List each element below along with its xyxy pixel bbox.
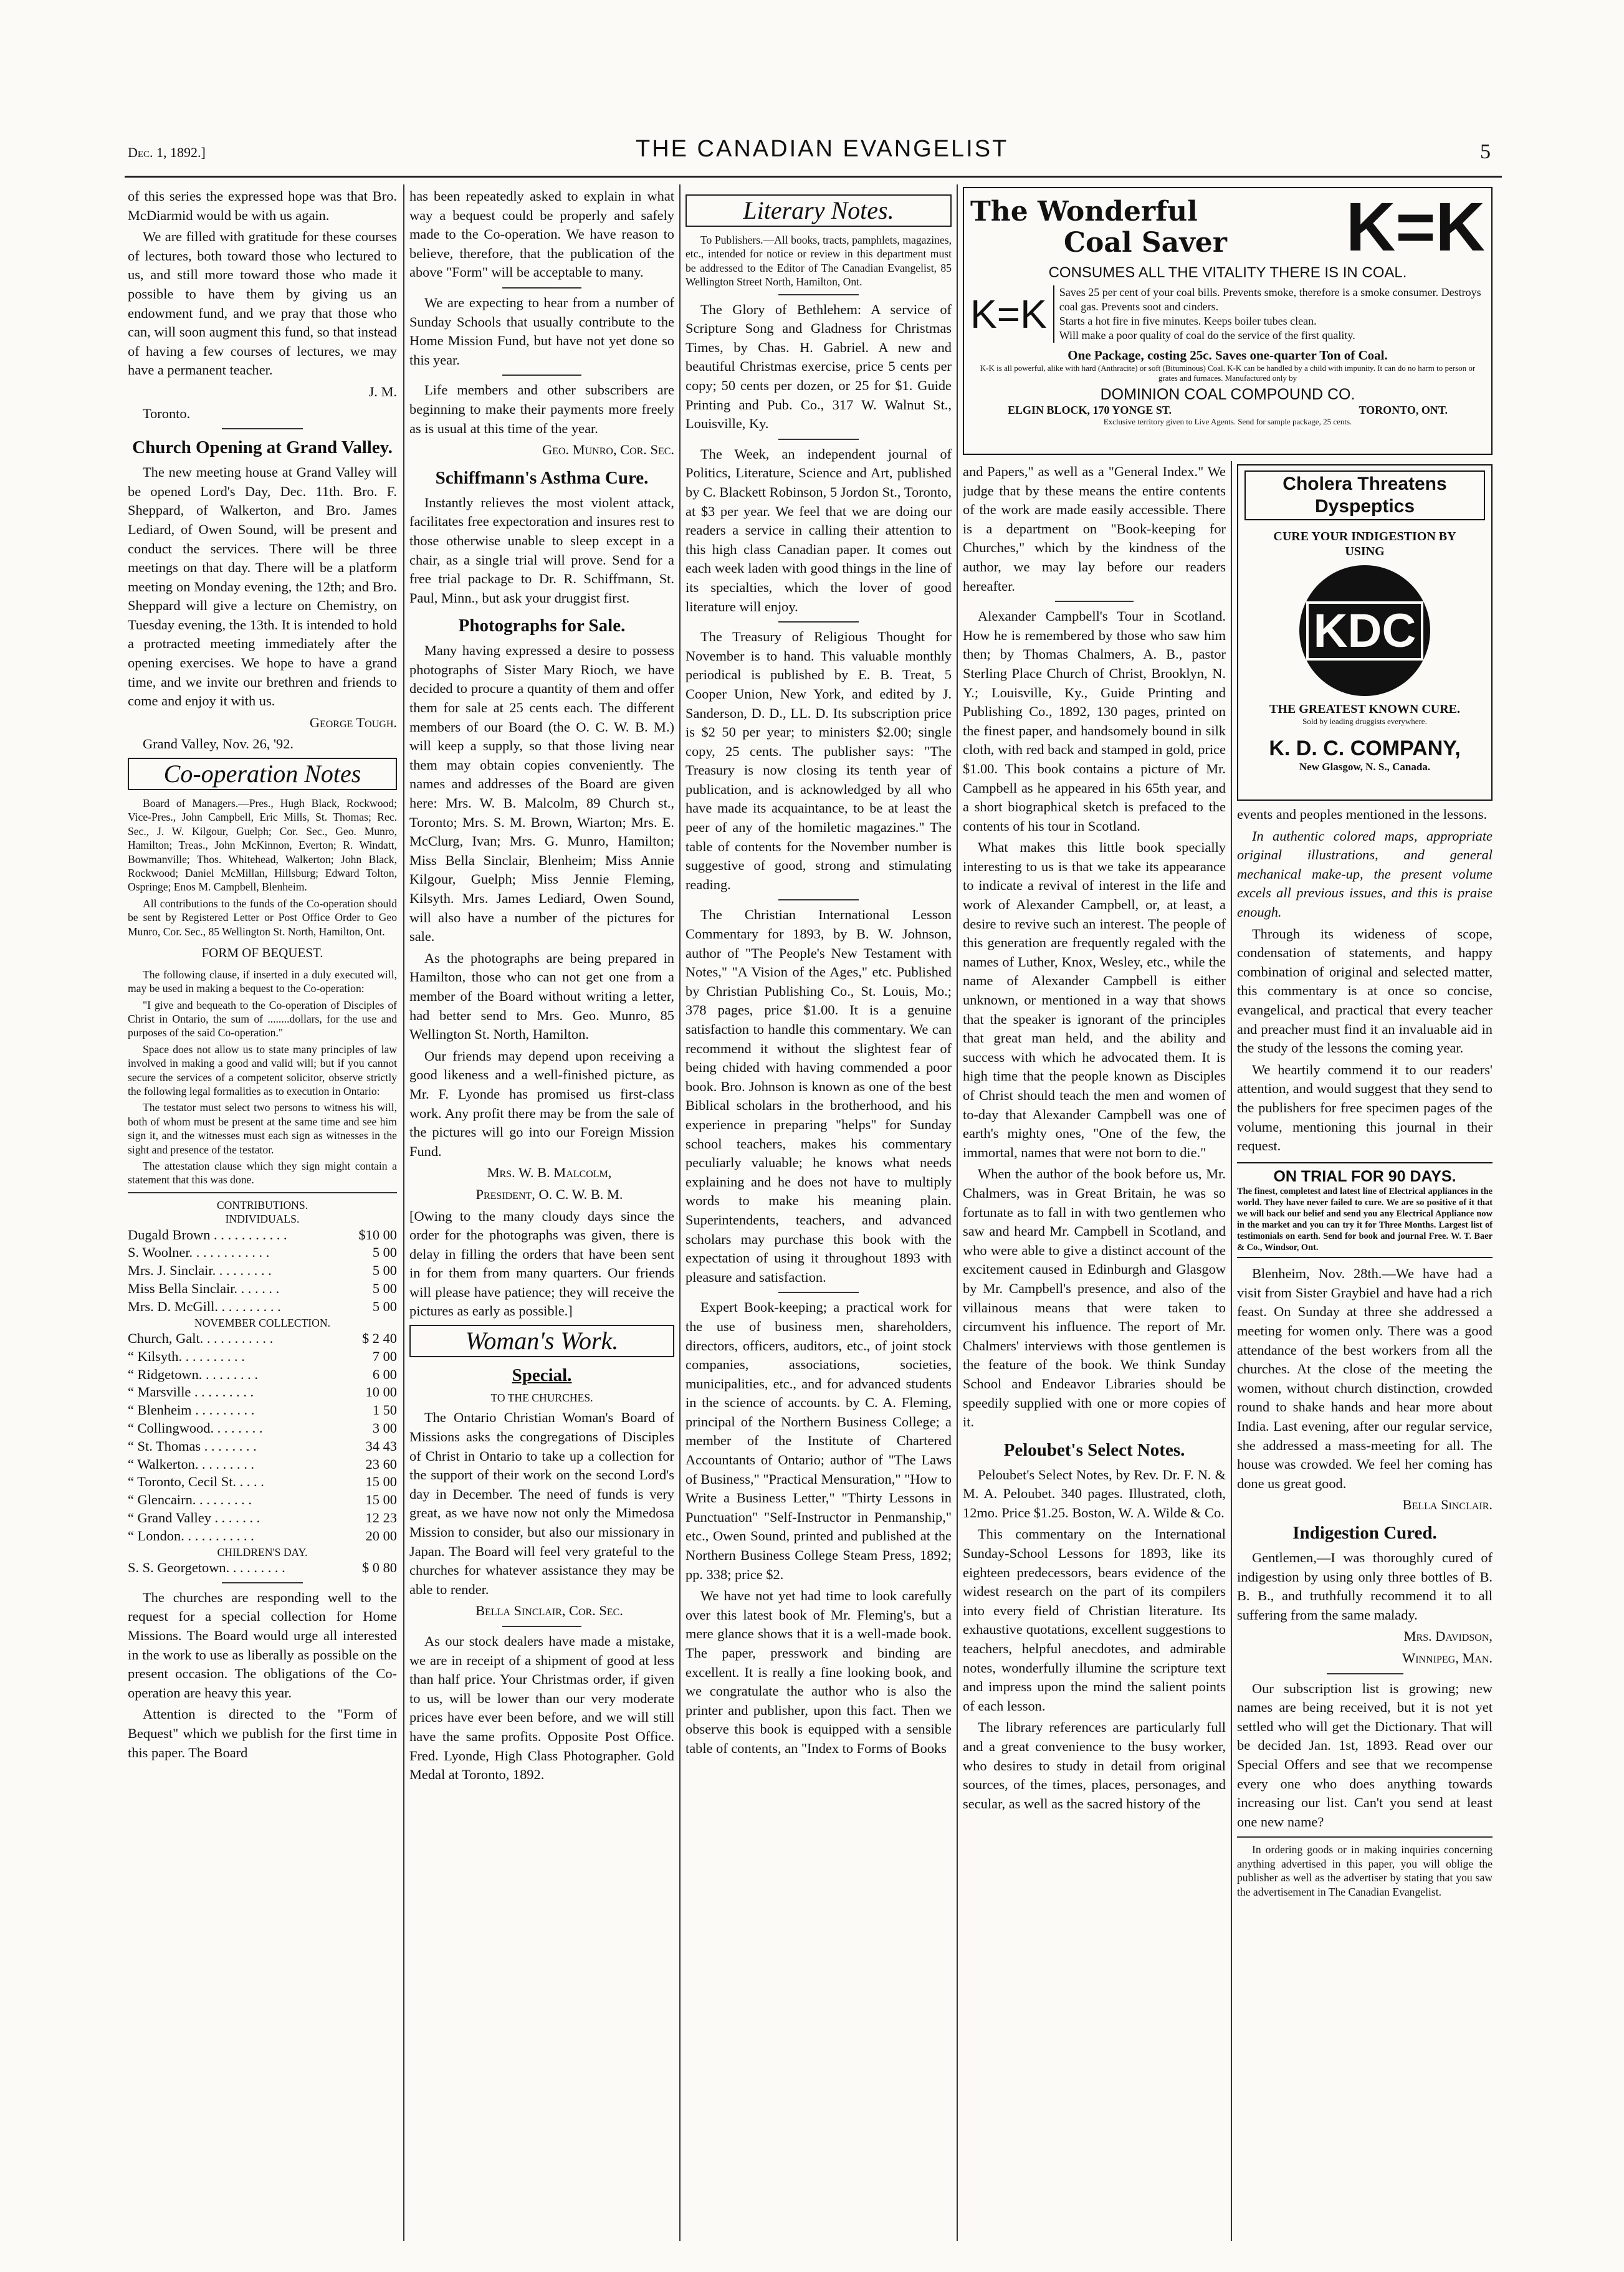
heading-to-the-churches: TO THE CHURCHES. <box>490 1391 593 1405</box>
bequest-text: "I give and bequeath to the Co-operation of Disciples of Christ in Ontario, the sum of ........dollars, for the use and purposes of the said Co-operation." <box>128 998 397 1039</box>
masthead: THE CANADIAN EVANGELIST <box>636 136 1009 162</box>
paragraph: Life members and other subscribers are beginning to make their payments more freely as is usual at this time of the year. <box>409 382 674 436</box>
bequest-text: The attestation clause which they sign might contain a statement that this was done. <box>128 1159 397 1186</box>
ad-company: DOMINION COAL COMPOUND CO. <box>1100 386 1355 403</box>
table-row: “ Ridgetown. . . . . . . . . 6 00 <box>128 1366 397 1382</box>
paragraph: [Owing to the many cloudy days since the order for the photographs was given, there is delay in filling the orders that have been sent in for them from many quarters. Our friends will please have patience; they will receive the pictures as early as possible.] <box>409 1208 674 1319</box>
table-row: “ St. Thomas . . . . . . . . 34 43 <box>128 1438 397 1454</box>
ad-title: Coal Saver <box>1064 227 1227 259</box>
bequest-text: The testator must select two persons to witness his will, both of whom must be present at the same time and see him sign it, and the witnesses must each sign as witnesses in the sight and presence of the testator. <box>128 1101 397 1156</box>
ad-fine-print: K-K is all powerful, alike with hard (Anthracite) or soft (Bituminous) Coal. K-K can be handled by a child with impunity. It can do no harm to person or grates and furnaces. Manufactured only by <box>980 363 1476 383</box>
table-row: Miss Bella Sinclair. . . . . . . 5 00 <box>128 1280 397 1296</box>
paragraph: Gentlemen,—I was thoroughly cured of indigestion by using only three bottles of B. B. B., and truthfully recommend it to all suffering from the same malady. <box>1237 1550 1493 1623</box>
ad-tagline: CONSUMES ALL THE VITALITY THERE IS IN COAL. <box>1048 264 1407 281</box>
heading-indigestion-cured: Indigestion Cured. <box>1292 1523 1437 1543</box>
bequest-text: Space does not allow us to state many principles of law involved in making a good and valid will; but if you cannot secure the services of a competent solicitor, observe strictly the following legal formalities as to execution in Ontario: <box>128 1043 397 1097</box>
table-row: “ Collingwood. . . . . . . . 3 00 <box>128 1420 397 1436</box>
signature: George Tough. <box>309 714 397 730</box>
paragraph: of this series the expressed hope was that Bro. McDiarmid would be with us again. <box>128 188 397 223</box>
table-row: “ Marsville . . . . . . . . . 10 00 <box>128 1384 397 1400</box>
table-row: “ Kilsyth. . . . . . . . . . 7 00 <box>128 1348 397 1364</box>
divider <box>502 375 582 376</box>
kk-coal-saver-ad <box>963 187 1493 455</box>
kdc-ad <box>1237 464 1493 801</box>
kdc-logo-text: KDC <box>1306 601 1424 661</box>
kdc-company: K. D. C. COMPANY, <box>1269 737 1461 760</box>
kdc-tagline-2: Sold by leading druggists everywhere. <box>1302 717 1427 726</box>
heading-contributions: CONTRIBUTIONS. <box>216 1198 308 1211</box>
paragraph: What makes this little book specially interesting to us is that we take its appearance to indicate a revival of interest in the life and work of Alexander Campbell, or, at least, a desire to revive such an interest. The people of this generation are frequently regaled with the names of Luther, Knox, Wesley, etc., while the name of Alexander Campbell is either unknown, or mentioned in a way that shows that the speaker is ignorant of the principles that great man held, and the ability and success with which he advocated them. It is high time that the people known as Disciples of Christ should teach the men and women of to-day that Alexander Campbell was one of earth's mighty ones, "One of the few, the immortal, names that were not born to die." <box>963 839 1226 1160</box>
november-table <box>128 1330 397 1545</box>
heading-womans-work: Woman's Work. <box>409 1325 674 1357</box>
heading-individuals: INDIVIDUALS. <box>225 1213 300 1226</box>
heading-asthma-cure: Schiffmann's Asthma Cure. <box>435 467 649 488</box>
paragraph: We are filled with gratitude for these courses of lectures, both toward those who lectured to us, and still more toward those who made it possible to have them by giving us an endowment fund, and we pray that those who can, will soon augment this fund, so that instead of having a few courses of lectures, we may have a permanent teacher. <box>128 229 397 378</box>
signature: Geo. Munro, Cor. Sec. <box>542 442 674 458</box>
paragraph: The new meeting house at Grand Valley will be opened Lord's Day, Dec. 11th. Bro. F. Sheppard, of Walkerton, and Bro. James Lediard, of Owen Sound, will be present and conduct the services. There will be three meetings on that day. There will be a platform meeting on Monday evening, the 12th; and Bro. Sheppard will give a lecture on Chemistry, on Tuesday evening, the 13th. It is intended to hold a protracted meeting immediately after the opening exercises. We hope to have a grand time, and we invite our brethren and friends to come and enjoy it with us. <box>128 464 397 709</box>
board-of-managers: Board of Managers.—Pres., Hugh Black, Rockwood; Vice-Pres., John Campbell, Eric Mills, St. Thomas; Rec. Sec., J. W. Kilgour, Guelph; Cor. Sec., Geo. Munro, Hamilton; Treas., John McKinnon, Everton; R. Windatt, Bowmanville; Thos. Whitehead, Walkerton; John Black, Rockwood; Daniel McMillan, Hillsburg; Edward Tolton, Ospringe; Enos M. Campbell, Blenheim. <box>128 797 397 894</box>
divider <box>222 1582 303 1583</box>
paragraph: The library references are particularly full and a great convenience to the busy worker, who desires to study in detail from original sources, of the times, places, personages, and secular, as well as the sacred history of the <box>963 1719 1226 1811</box>
table-row: “ Walkerton. . . . . . . . . 23 60 <box>128 1456 397 1472</box>
ad-offer: One Package, costing 25c. Saves one-quarter Ton of Coal. <box>1068 348 1388 363</box>
ad-agents: Exclusive territory given to Live Agents. Send for sample package, 25 cents. <box>1103 417 1352 426</box>
ad-line: Starts a hot fire in five minutes. Keeps boiler tubes clean. <box>1059 315 1317 327</box>
paragraph: The Treasury of Religious Thought for November is to hand. This valuable monthly periodical is published by E. B. Treat, 5 Cooper Union, New York, and edited by J. Sanderson, D. D., LL. D. Its subscription price is $2 50 per year; to ministers $2.00; single copy, 25 cents. The publisher says: "The Treasury is now closing its tenth year of publication, and is acknowledged by all who have made its acquaintance, to be at least the peer of any of the homiletic magazines." The table of contents for the November number is suggestive of good, strong and stimulating reading. <box>685 629 952 892</box>
column-3 <box>685 187 952 2243</box>
paragraph: Attention is directed to the "Form of Bequest" which we publish for the first time in this paper. The Board <box>128 1706 397 1760</box>
ad-city: TORONTO, ONT. <box>1359 404 1448 416</box>
signature: President, O. C. W. B. M. <box>475 1186 623 1202</box>
header-date: Dec. 1, 1892.] <box>128 145 206 160</box>
column-4 <box>963 462 1226 2238</box>
table-row: Church, Galt. . . . . . . . . . . $ 2 40 <box>128 1330 397 1346</box>
kdc-city: New Glasgow, N. S., Canada. <box>1299 761 1431 773</box>
heading-childrens-day: CHILDREN'S DAY. <box>217 1545 308 1558</box>
page-number: 5 <box>1480 140 1491 163</box>
column-1 <box>128 187 397 2243</box>
paragraph: The churches are responding well to the request for a special collection for Home Missions. The Board would urge all interested in the work to use as liberally as possible on the present occasion. The obligations of the Co-operation are heavy this year. <box>128 1589 397 1701</box>
table-row: “ Glencairn. . . . . . . . . 15 00 <box>128 1492 397 1508</box>
kdc-subtitle: CURE YOUR INDIGESTION BY USING <box>1273 530 1456 558</box>
paragraph: Alexander Campbell's Tour in Scotland. How he is remembered by those who saw him then; by Thomas Chalmers, A. B., pastor Sterling Place Church of Christ, Brooklyn, N. Y.; Louisville, Ky., Guide Printing and Publishing Co., 1892, 130 pages, printed on the finest paper, and handsomely bound in silk cloth, with red back and stamped in gold, price $1.00. This book contains a picture of Mr. Campbell as he appeared in his 65th year, and a short biographical sketch is prefaced to the contents of his tour in Scotland. <box>963 608 1226 834</box>
kdc-title: Cholera Threatens Dyspeptics <box>1244 470 1485 520</box>
ad-line: Will make a poor quality of coal do the service of the first quality. <box>1059 329 1355 341</box>
table-row: “ Blenheim . . . . . . . . . 1 50 <box>128 1402 397 1418</box>
table-row: S. S. Georgetown. . . . . . . . . $ 0 80 <box>128 1559 397 1575</box>
publishers-note: To Publishers.—All books, tracts, pamphlets, magazines, etc., intended for notice or review in this department must be addressed to the Editor of The Canadian Evangelist, 85 Wellington Street North, Hamilton, Ont. <box>685 234 952 289</box>
paragraph: Our subscription list is growing; new names are being received, but it is not yet settled who will get the Dictionary. That will be decided Jan. 1st, 1893. Read over our Special Offers and see that we recompense every one who does anything towards increasing our list. Can't you send at least one new name? <box>1237 1680 1493 1830</box>
table-row: S. Woolner. . . . . . . . . . . . 5 00 <box>128 1244 397 1261</box>
column-rule <box>679 184 681 2241</box>
paragraph: The Glory of Bethlehem: A service of Scripture Song and Gladness for Christmas Times, by Chas. H. Gabriel. A new and beautiful Christmas exercise, price 5 cents per copy; 50 cents per dozen, or 25 for $1. Guide Printing and Pub. Co., 317 W. Walnut St., Louisville, Ky. <box>685 301 952 432</box>
divider <box>778 621 858 623</box>
table-row: “ Toronto, Cecil St. . . . . 15 00 <box>128 1474 397 1490</box>
column-rule <box>957 184 958 2241</box>
place: Toronto. <box>143 405 191 421</box>
kk-small-logo: K=K <box>970 292 1047 337</box>
paragraph: The Christian International Lesson Commentary for 1893, by B. W. Johnson, author of "The People's New Testament with Notes," "A Vision of the Ages," etc. Published by Christian Publishing Co., St. Louis, Mo.; 378 pages, price $1.00. It is a genuine satisfaction to handle this commentary. We can recommend it without the slightest fear of being chided with having commended a poor book. Bro. Johnson is known as one of the best Biblical scholars in the brotherhood, and his experience in preparing "helps" for Sunday school teachers, makes his commentary peculiarly valuable; he knows what needs explaining and he does not have to multiply words to make his meaning plain. Superintendents, teachers, and advanced scholars may purchase this book with the expectation of using it throughout 1893 with pleasure and satisfaction. <box>685 907 952 1285</box>
advertiser-note: In ordering goods or in making inquiries concerning anything advertised in this paper, you will oblige the publisher as well as the advertiser by stating that you saw the advertisement in The Canadian Evangelist. <box>1237 1843 1493 1898</box>
divider <box>778 1292 858 1293</box>
paragraph: We have not yet had time to look carefully over this latest book of Mr. Fleming's, but a mere glance shows that it is a well-made book. The paper, presswork and binding are excellent. It is really a fine looking book, and we congratulate the author who is also the printer and publisher, upon this fact. Then we observe this book is equipped with a sensible table of contents, an "Index to Forms of Books <box>685 1588 952 1756</box>
heading-literary-notes: Literary Notes. <box>685 194 952 227</box>
ad-line: Saves 25 per cent of your coal bills. Prevents smoke, therefore is a smoke consumer. Destroys coal gas. Prevents soot and cinders. <box>1059 286 1481 313</box>
divider <box>222 428 303 429</box>
ad-address: ELGIN BLOCK, 170 YONGE ST. <box>1008 404 1172 416</box>
paragraph: In authentic colored maps, appropriate original illustrations, and general mechanical make-up, the present volume excels all previous issues, and this is praise enough. <box>1237 828 1493 920</box>
trial-ad <box>1237 1162 1493 1259</box>
paragraph: The Ontario Christian Woman's Board of Missions asks the congregations of Disciples of Christ in Ontario to take up a collection for the support of their work on the second Lord's day in December. The need of funds is very great, as we have now not only the Mimedosa Mission to consider, but also our missionary in Japan. The Board will feel very grateful to the churches for whatever assistance they may be able to render. <box>409 1410 674 1597</box>
kdc-tagline: THE GREATEST KNOWN CURE. <box>1269 702 1460 716</box>
paragraph: Peloubet's Select Notes, by Rev. Dr. F. N. & M. A. Peloubet. 340 pages. Illustrated, cloth, 12mo. Price $1.25. Boston, W. A. Wilde & Co. <box>963 1466 1226 1520</box>
divider <box>1237 1836 1493 1838</box>
table-row: Mrs. J. Sinclair. . . . . . . . . 5 00 <box>128 1262 397 1279</box>
table-row: Dugald Brown . . . . . . . . . . . $10 00 <box>128 1226 397 1243</box>
contributions-note: All contributions to the funds of the Co-operation should be sent by Registered Letter or Post Office Order to Geo Munro, Cor. Sec., 85 Wellington St. North, Hamilton, Ont. <box>128 897 397 938</box>
divider <box>502 287 582 289</box>
trial-ad-title: ON TRIAL FOR 90 DAYS. <box>1273 1167 1456 1185</box>
paragraph: Expert Book-keeping; a practical work for the use of business men, shareholders, directors, officers, auditors, etc., of joint stock companies, associations, societies, municipalities, etc., and for advanced students in the science of accounts. by C. A. Fleming, principal of the Northern Business College; a member of the Institute of Chartered Accountants of Ontario; author of "The Laws of Business," "Practical Mensuration," "How to Write a Business Letter," "Thirty Lessons in Punctuation" "Self-Instructor in Penmanship," etc., Owen Sound, printed and published at the Northern Business College Steam Press, 1892; pp. 338; price $2. <box>685 1299 952 1582</box>
column-2 <box>409 187 674 2243</box>
paragraph: The Week, an independent journal of Politics, Literature, Science and Art, published by C. Blackett Robinson, 5 Jordon St., Toronto, at $3 per year. We feel that we are doing our readers a service in calling their attention to this high class Canadian paper. It comes out each week laden with good things in the line of its specialties, which the lover of good literature will enjoy. <box>685 446 952 614</box>
heading-november-collection: NOVEMBER COLLECTION. <box>194 1316 330 1329</box>
signature: J. M. <box>368 383 397 399</box>
paragraph: When the author of the book before us, Mr. Chalmers, was in Great Britain, he was so fortunate as to fall in with two gentlemen who saw and heard Mr. Campbell in Scotland, and who were able to give a distinct account of the excitement caused in Edinburgh and Glasgow by Mr. Campbell's presence, and also of the villainous means that were taken to circumvent his influence. The report of Mr. Chalmers' interviews with those gentlemen is the feature of the book. We think Sunday School and Endeavor Libraries should be speedily supplied with one or more copies of it. <box>963 1166 1226 1430</box>
kdc-logo <box>1299 565 1430 696</box>
paragraph: We are expecting to hear from a number of Sunday Schools that usually contribute to the Home Mission Fund, but have not yet done so this year. <box>409 294 674 368</box>
paragraph: Through its wideness of scope, condensation of statements, and happy combination of original and selected matter, this commentary is at once so concise, evangelical, and practical that every teacher and preacher must find it an invaluable aid in the study of the lessons the coming year. <box>1237 925 1493 1056</box>
divider <box>1055 601 1134 602</box>
paragraph: As our stock dealers have made a mistake, we are in receipt of a shipment of good at less than half price. Your Christmas order, if given to us, will be lower than our very moderate prices have ever been before, and we will still have the same profits. Opposite Post Office. Fred. Lyonde, High Class Photographer. Gold Medal at Toronto, 1892. <box>409 1633 674 1783</box>
signature: Mrs. Davidson, <box>1403 1628 1493 1644</box>
paragraph: events and peoples mentioned in the lessons. <box>1237 806 1488 822</box>
place: Grand Valley, Nov. 26, '92. <box>143 736 294 752</box>
trial-ad-text: The finest, completest and latest line of Electrical appliances in the world. They have never failed to cure. We are so positive of it that we will back our belief and send you any Electrical Appliance now in the market and you can try it for Three Months. Largest list of testimonials on earth. Send for book and journal Free. W. T. Baer & Co., Windsor, Ont. <box>1237 1186 1493 1253</box>
individuals-table <box>128 1226 397 1316</box>
column-rule <box>1231 461 1232 2241</box>
paragraph: This commentary on the International Sunday-School Lessons for 1893, like its eighteen predecessors, bears evidence of the widest research on the part of its compilers into every field of Christian literature. Its exhaustive quotations, excellent suggestions to teachers, helpful anecdotes, and admirable notes, wonderfully illumine the scripture text and impress upon the mind the salient points of each lesson. <box>963 1526 1226 1714</box>
paragraph: As the photographs are being prepared in Hamilton, those who can not get one from a member of the Board without writing a letter, had better send to Mrs. Geo. Munro, 85 Wellington St. North, Hamilton. <box>409 950 674 1043</box>
table-row: “ London. . . . . . . . . . . 20 00 <box>128 1527 397 1544</box>
paragraph: Many having expressed a desire to possess photographs of Sister Mary Rioch, we have decided to procure a quantity of them and offer them for sale at 25 cents each. The different members of our Board (the O. C. W. B. M.) will keep a supply, so that those living near them may obtain copies conveniently. The names and addresses of the Board are given here: Mrs. W. B. Malcolm, 89 Church st., Toronto; Mrs. S. M. Brown, Wiarton; Mrs. E. McClurg, Ivan; Mrs. G. Munro, Hamilton; Miss Bella Sinclair, Blenheim; Miss Annie Kilgour, Guelph; Miss Jennie Fleming, Kilsyth. Mrs. James Lediard, Owen Sound, will also have a number of the pictures for sale. <box>409 642 674 945</box>
column-rule <box>403 184 404 2241</box>
kk-logo: K=K <box>1345 189 1485 265</box>
signature: Bella Sinclair, Cor. Sec. <box>475 1603 623 1619</box>
childrens-day-table <box>128 1559 397 1577</box>
heading-photographs: Photographs for Sale. <box>458 616 626 636</box>
signature: Winnipeg, Man. <box>1402 1649 1493 1666</box>
heading-cooperation-notes: Co-operation Notes <box>128 758 397 790</box>
column-5 <box>1237 805 1493 2238</box>
heading-peloubet: Peloubet's Select Notes. <box>1003 1439 1185 1460</box>
bequest-text: The following clause, if inserted in a duly executed will, may be used in making a bequest to the Co-operation: <box>128 968 397 995</box>
ad-title: The Wonderful <box>970 196 1198 227</box>
divider <box>1327 1673 1403 1674</box>
divider <box>778 899 858 900</box>
paragraph: Instantly relieves the most violent attack, facilitates free expectoration and insures rest to those otherwise unable to sleep except in a chair, as a single trial will prove. Send for a free trial package to Dr. R. Schiffmann, St. Paul, Minn., but ask your druggist first. <box>409 494 674 606</box>
heading-special: Special. <box>512 1365 572 1386</box>
paragraph: Our friends may depend upon receiving a good likeness and a well-finished picture, as Mr. F. Lyonde has promised us first-class work. Any profit there may be from the sale of the pictures will go into our Foreign Mission Fund. <box>409 1048 674 1159</box>
signature: Mrs. W. B. Malcolm, <box>487 1165 612 1181</box>
header-rule <box>125 176 1502 178</box>
table-row: Mrs. D. McGill. . . . . . . . . . 5 00 <box>128 1298 397 1314</box>
signature: Bella Sinclair. <box>1402 1497 1493 1513</box>
table-row: “ Grand Valley . . . . . . . 12 23 <box>128 1509 397 1525</box>
paragraph: We heartily commend it to our readers' attention, and would suggest that they send to the publishers for free specimen pages of the volume, mentioning this journal in their request. <box>1237 1061 1493 1154</box>
paragraph: and Papers," as well as a "General Index." We judge that by these means the entire contents of the work are made easily accessible. There is a department on "Book-keeping for Churches," which by the kindness of the author, we may lay before our readers hereafter. <box>963 464 1226 594</box>
divider <box>502 1626 582 1627</box>
divider <box>778 294 858 295</box>
paragraph: Blenheim, Nov. 28th.—We have had a visit from Sister Graybiel and have had a rich feast. On Sunday at three she addressed a meeting for women only. There was a good attendance of the best workers from all the churches. At the close of the meeting the women, without church distinction, crowded round to shake hands and hear more about India. Last evening, after our regular service, she addressed a mass-meeting for all. The house was crowded. We feel her coming has done us great good. <box>1237 1266 1493 1491</box>
heading-form-of-bequest: FORM OF BEQUEST. <box>201 945 323 961</box>
heading-church-opening: Church Opening at Grand Valley. <box>132 437 393 458</box>
divider <box>778 439 858 440</box>
paragraph: has been repeatedly asked to explain in what way a bequest could be properly and safely made to the Co-operation. We have reason to believe, therefore, that the publication of the above "Form" will be acceptable to many. <box>409 188 674 280</box>
divider <box>128 1192 397 1193</box>
